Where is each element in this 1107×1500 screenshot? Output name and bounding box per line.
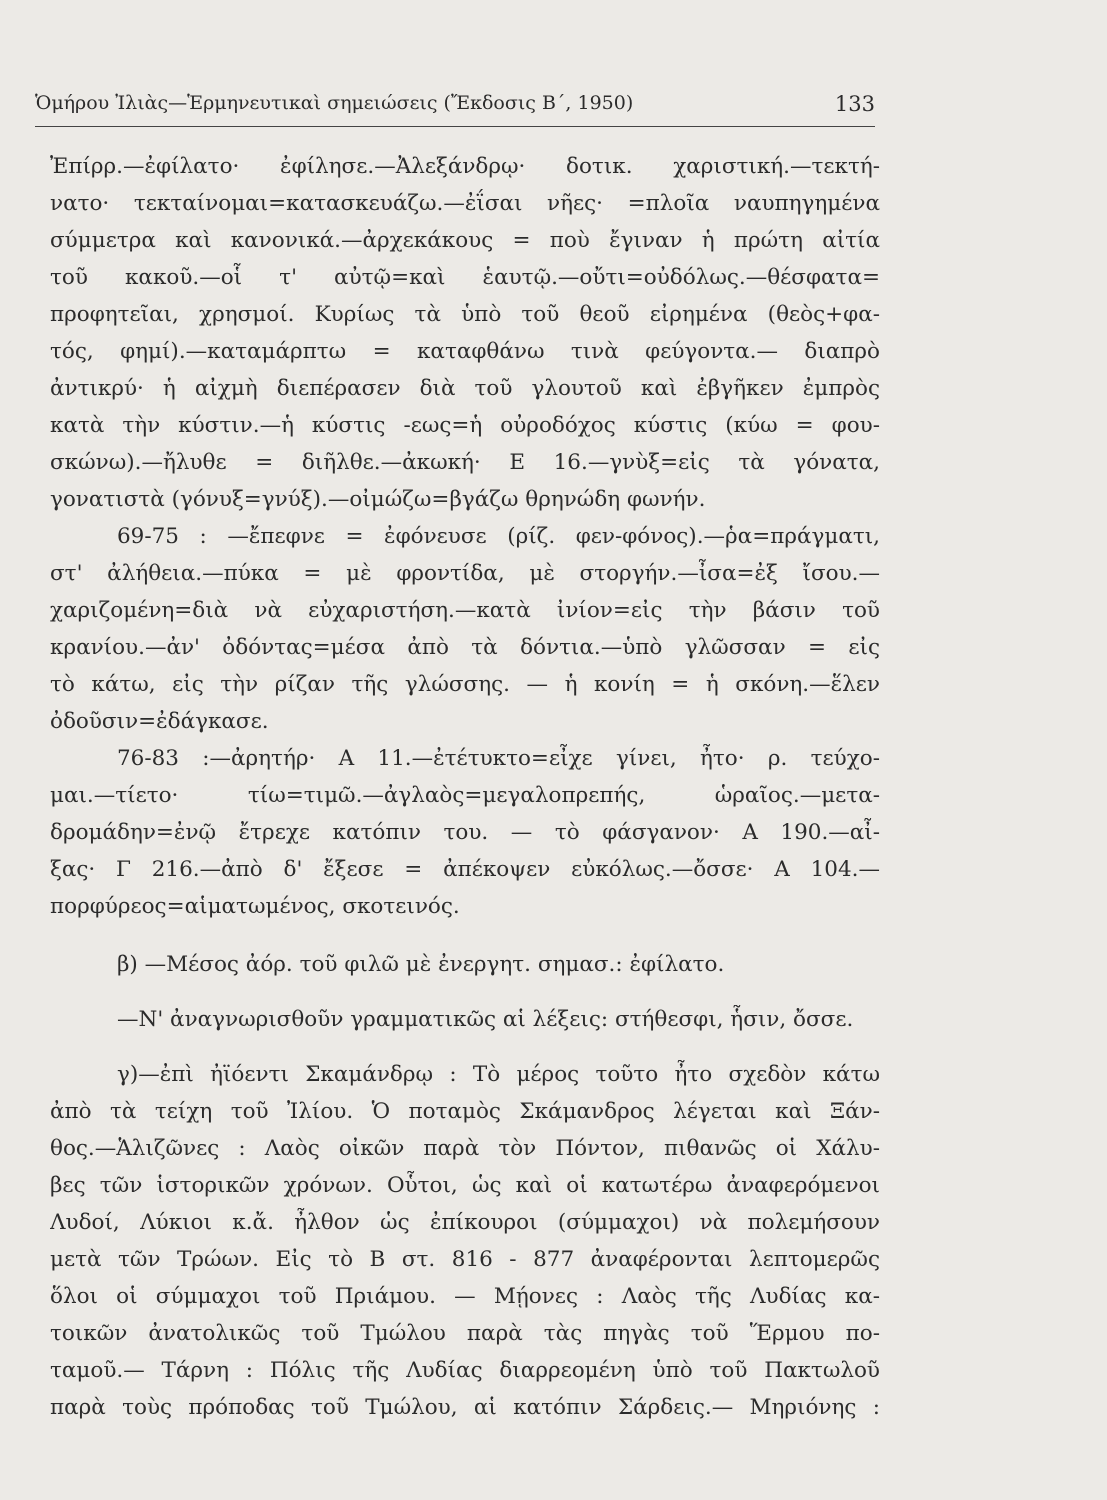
text-line: νατο· τεκταίνομαι=κατασκευάζω.—ἐΐσαι νῆες· =πλοῖα ναυπηγημένα [50,191,880,216]
text-line: γ)—ἐπὶ ἠϊόεντι Σκαμάνδρῳ : Τὸ μέρος τοῦτο ἦτο σχεδὸν κάτω [117,1062,880,1087]
text-line: παρὰ τοὺς πρόποδας τοῦ Τμώλου, αἱ κατόπιν Σάρδεις.— Μηριόνης : [50,1395,880,1420]
text-line: κατὰ τὴν κύστιν.—ἡ κύστις -εως=ἡ οὐροδόχος κύστις (κύω = φου- [50,413,880,438]
text-line: βες τῶν ἱστορικῶν χρόνων. Οὗτοι, ὡς καὶ οἱ κατωτέρω ἀναφερόμενοι [50,1173,880,1198]
text-line: σκώνω).—ἤλυθε = διῆλθε.—ἀκωκή· Ε 16.—γνὺξ=εἰς τὰ γόνατα, [50,450,880,475]
text-line: ἀντικρύ· ἡ αἰχμὴ διεπέρασεν διὰ τοῦ γλουτοῦ καὶ ἐβγῆκεν ἐμπρὸς [50,376,880,401]
text-line: πορφύρεος=αἱματωμένος, σκοτεινός. [50,894,460,919]
text-line: ξας· Γ 216.—ἀπὸ δ' ἔξεσε = ἀπέκοψεν εὐκόλως.—ὄσσε· Α 104.— [50,857,880,882]
text-line: τοικῶν ἀνατολικῶς τοῦ Τμώλου παρὰ τὰς πηγὰς τοῦ Ἕρμου πο- [50,1321,880,1346]
text-line: τὸ κάτω, εἰς τὴν ρίζαν τῆς γλώσσης. — ἡ κονίη = ἡ σκόνη.—ἕλεν [50,672,880,697]
text-line: τός, φημί).—καταμάρπτω = καταφθάνω τινὰ φεύγοντα.— διαπρὸ [50,339,880,364]
text-line: τοῦ κακοῦ.—οἷ τ' αὐτῷ=καὶ ἑαυτῷ.—οὔτι=οὐδόλως.—θέσφατα= [50,265,880,290]
text-line: μετὰ τῶν Τρώων. Εἰς τὸ Β στ. 816 - 877 ἀναφέρονται λεπτομερῶς [50,1247,880,1272]
text-line: χαριζομένη=διὰ νὰ εὐχαριστήση.—κατὰ ἰνίον=εἰς τὴν βάσιν τοῦ [50,598,880,623]
text-line: ταμοῦ.— Τάρνη : Πόλις τῆς Λυδίας διαρρεομένη ὑπὸ τοῦ Πακτωλοῦ [50,1358,880,1383]
header-title: Ὁμήρου Ἰλιὰς—Ἑρμηνευτικαὶ σημειώσεις (Ἔκδοσις Β΄, 1950) [35,92,634,114]
text-line: 69-75 : —ἔπεφνε = ἐφόνευσε (ρίζ. φεν-φόνος).—ῥα=πράγματι, [117,524,880,549]
text-line: 76-83 :—ἀρητήρ· Α 11.—ἐτέτυκτο=εἶχε γίνει, ἦτο· ρ. τεύχο- [117,746,880,771]
text-line: γονατιστὰ (γόνυξ=γνύξ).—οἰμώζω=βγάζω θρηνώδη φωνήν. [50,487,706,512]
text-line: μαι.—τίετο· τίω=τιμῶ.—ἀγλαὸς=μεγαλοπρεπής, ὡραῖος.—μετα- [50,783,880,808]
text-line: στ' ἀλήθεια.—πύκα = μὲ φροντίδα, μὲ στοργήν.—ἶσα=ἐξ ἴσου.— [50,561,880,586]
text-line: σύμμετρα καὶ κανονικά.—ἀρχεκάκους = ποὺ ἔγιναν ἡ πρώτη αἰτία [50,228,880,253]
text-line: κρανίου.—ἀν' ὀδόντας=μέσα ἀπὸ τὰ δόντια.—ὑπὸ γλῶσσαν = εἰς [50,635,880,660]
page-number: 133 [834,92,875,116]
text-line: ἀπὸ τὰ τείχη τοῦ Ἰλίου. Ὁ ποταμὸς Σκάμανδρος λέγεται καὶ Ξάν- [50,1099,880,1124]
section-b-line: β) —Μέσος ἀόρ. τοῦ φιλῶ μὲ ἐνεργητ. σημασ.: ἐφίλατο. [117,952,725,977]
text-line: ὀδοῦσιν=ἐδάγκασε. [50,709,269,734]
text-line: Λυδοί, Λύκιοι κ.ἄ. ἦλθον ὡς ἐπίκουροι (σύμμαχοι) νὰ πολεμήσουν [50,1210,880,1235]
running-header [35,86,875,127]
text-line: προφητεῖαι, χρησμοί. Κυρίως τὰ ὑπὸ τοῦ θεοῦ εἰρημένα (θεὸς+φα- [50,302,880,327]
text-line: ὅλοι οἱ σύμμαχοι τοῦ Πριάμου. — Μῄονες : Λαὸς τῆς Λυδίας κα- [50,1284,880,1309]
text-line: θος.—Ἁλιζῶνες : Λαὸς οἰκῶν παρὰ τὸν Πόντον, πιθανῶς οἱ Χάλυ- [50,1136,880,1161]
exercise-line: —Ν' ἀναγνωρισθοῦν γραμματικῶς αἱ λέξεις: στήθεσφι, ἧσιν, ὄσσε. [117,1007,854,1032]
text-line: δρομάδην=ἐνῷ ἔτρεχε κατόπιν του. — τὸ φάσγανον· Α 190.—αἶ- [50,820,880,845]
text-line: Ἐπίρρ.—ἐφίλατο· ἐφίλησε.—Ἀλεξάνδρῳ· δοτικ. χαριστική.—τεκτή- [50,154,880,179]
